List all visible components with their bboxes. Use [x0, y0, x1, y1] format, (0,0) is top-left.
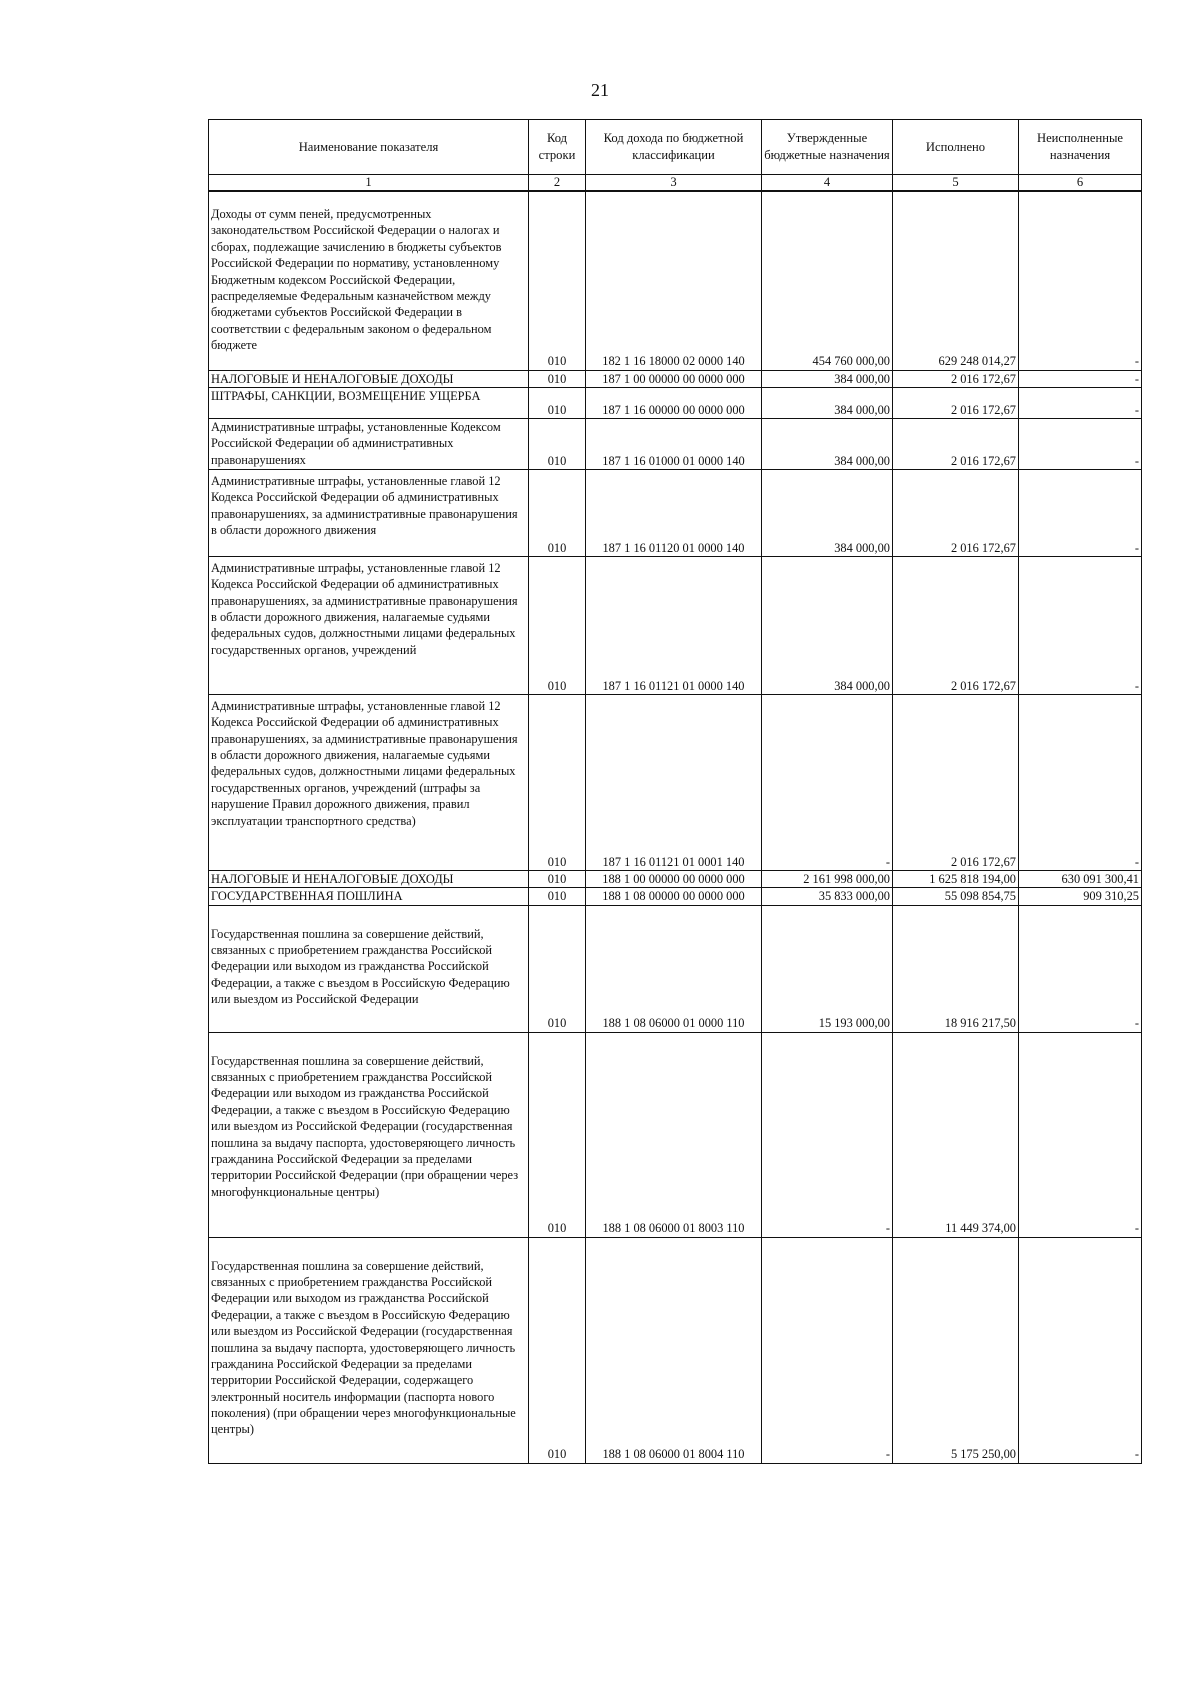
row-code: 010: [529, 694, 586, 870]
column-number: 5: [893, 175, 1019, 192]
table-row: [209, 418, 1142, 469]
table-row: [209, 387, 1142, 418]
budget-revenue-table: [208, 119, 1142, 1464]
row-name: Административные штрафы, установленные Кодексом Российской Федерации об административных правонарушениях: [209, 418, 529, 469]
row-code: 010: [529, 469, 586, 556]
row-unexecuted: -: [1019, 1032, 1142, 1237]
row-approved: 384 000,00: [762, 418, 893, 469]
page-number: 21: [591, 80, 609, 100]
row-executed: 2 016 172,67: [893, 387, 1019, 418]
row-executed: 2 016 172,67: [893, 418, 1019, 469]
row-approved: 384 000,00: [762, 370, 893, 387]
row-unexecuted: -: [1019, 469, 1142, 556]
row-code: 010: [529, 556, 586, 694]
row-name: Административные штрафы, установленные главой 12 Кодекса Российской Федерации об административных правонарушениях, за административные правонарушения в области дорожного движения: [209, 469, 529, 556]
row-approved: 384 000,00: [762, 387, 893, 418]
row-code: 010: [529, 870, 586, 887]
column-number: 6: [1019, 175, 1142, 192]
row-approved: -: [762, 1032, 893, 1237]
column-number: 3: [586, 175, 762, 192]
column-number: 2: [529, 175, 586, 192]
row-name: Государственная пошлина за совершение действий, связанных с приобретением гражданства Российской Федерации или выходом из гражданства Российской Федерации, а также с въездом в Российскую Федерацию или выездом из Российской Федерации (государственная пошлина за выдачу паспорта, удостоверяющего личность гражданина Российской Федерации за пределами территории Российской Федерации, содержащего электронный носитель информации (паспорта нового поколения) (при обращении через многофункциональные центры): [209, 1237, 529, 1463]
row-code: 010: [529, 418, 586, 469]
row-kbk: 187 1 16 00000 00 0000 000: [586, 387, 762, 418]
row-code: 010: [529, 387, 586, 418]
row-approved: -: [762, 694, 893, 870]
row-executed: 2 016 172,67: [893, 556, 1019, 694]
row-kbk: 187 1 16 01000 01 0000 140: [586, 418, 762, 469]
row-name: НАЛОГОВЫЕ И НЕНАЛОГОВЫЕ ДОХОДЫ: [209, 870, 529, 887]
row-kbk: 187 1 16 01120 01 0000 140: [586, 469, 762, 556]
row-code: 010: [529, 1237, 586, 1463]
row-kbk: 182 1 16 18000 02 0000 140: [586, 191, 762, 370]
row-name: Государственная пошлина за совершение действий, связанных с приобретением гражданства Российской Федерации или выходом из гражданства Российской Федерации, а также с въездом в Российскую Федерацию или выездом из Российской Федерации (государственная пошлина за выдачу паспорта, удостоверяющего личность гражданина Российской Федерации за пределами территории Российской Федерации (при обращении через многофункциональные центры): [209, 1032, 529, 1237]
header-line-code: Код строки: [529, 120, 586, 175]
row-unexecuted: -: [1019, 370, 1142, 387]
table-row: [209, 1237, 1142, 1463]
header-indicator-name: Наименование показателя: [209, 120, 529, 175]
row-executed: 11 449 374,00: [893, 1032, 1019, 1237]
row-approved: -: [762, 1237, 893, 1463]
row-code: 010: [529, 191, 586, 370]
row-executed: 2 016 172,67: [893, 370, 1019, 387]
row-approved: 454 760 000,00: [762, 191, 893, 370]
column-number: 1: [209, 175, 529, 192]
table-row: [209, 870, 1142, 887]
row-unexecuted: 909 310,25: [1019, 888, 1142, 905]
row-name: Административные штрафы, установленные главой 12 Кодекса Российской Федерации об административных правонарушениях, за административные правонарушения в области дорожного движения, налагаемые судьями федеральных судов, должностными лицами федеральных государственных органов, учреждений (штрафы за нарушение Правил дорожного движения, правил эксплуатации транспортного средства): [209, 694, 529, 870]
row-approved: 384 000,00: [762, 469, 893, 556]
table-row: [209, 556, 1142, 694]
row-name: Государственная пошлина за совершение действий, связанных с приобретением гражданства Российской Федерации или выходом из гражданства Российской Федерации, а также с въездом в Российскую Федерацию или выездом из Российской Федерации: [209, 905, 529, 1032]
row-unexecuted: -: [1019, 387, 1142, 418]
column-number: 4: [762, 175, 893, 192]
row-approved: 35 833 000,00: [762, 888, 893, 905]
row-name: НАЛОГОВЫЕ И НЕНАЛОГОВЫЕ ДОХОДЫ: [209, 370, 529, 387]
row-executed: 2 016 172,67: [893, 694, 1019, 870]
row-name: Административные штрафы, установленные главой 12 Кодекса Российской Федерации об административных правонарушениях, за административные правонарушения в области дорожного движения, налагаемые судьями федеральных судов, должностными лицами федеральных государственных органов, учреждений: [209, 556, 529, 694]
row-kbk: 188 1 08 06000 01 8004 110: [586, 1237, 762, 1463]
header-approved: Утвержденные бюджетные назначения: [762, 120, 893, 175]
row-code: 010: [529, 1032, 586, 1237]
table-row: [209, 905, 1142, 1032]
row-kbk: 187 1 16 01121 01 0001 140: [586, 694, 762, 870]
header-revenue-code: Код дохода по бюджетной классификации: [586, 120, 762, 175]
row-executed: 1 625 818 194,00: [893, 870, 1019, 887]
row-code: 010: [529, 370, 586, 387]
table-row: [209, 370, 1142, 387]
row-executed: 18 916 217,50: [893, 905, 1019, 1032]
row-executed: 55 098 854,75: [893, 888, 1019, 905]
row-unexecuted: -: [1019, 191, 1142, 370]
row-code: 010: [529, 905, 586, 1032]
row-name: ГОСУДАРСТВЕННАЯ ПОШЛИНА: [209, 888, 529, 905]
row-code: 010: [529, 888, 586, 905]
row-name: ШТРАФЫ, САНКЦИИ, ВОЗМЕЩЕНИЕ УЩЕРБА: [209, 387, 529, 418]
row-unexecuted: -: [1019, 1237, 1142, 1463]
row-approved: 15 193 000,00: [762, 905, 893, 1032]
row-kbk: 188 1 00 00000 00 0000 000: [586, 870, 762, 887]
row-unexecuted: 630 091 300,41: [1019, 870, 1142, 887]
header-row: [209, 120, 1142, 175]
row-unexecuted: -: [1019, 694, 1142, 870]
column-number-row: [209, 175, 1142, 192]
row-approved: 384 000,00: [762, 556, 893, 694]
row-executed: 629 248 014,27: [893, 191, 1019, 370]
row-unexecuted: -: [1019, 905, 1142, 1032]
table-row: [209, 1032, 1142, 1237]
row-name: Доходы от сумм пеней, предусмотренных законодательством Российской Федерации о налогах и сборах, подлежащие зачислению в бюджеты субъектов Российской Федерации по нормативу, установленному Бюджетным кодексом Российской Федерации, распределяемые Федеральным казначейством между бюджетами субъектов Российской Федерации в соответствии с федеральным законом о федеральном бюджете: [209, 191, 529, 370]
row-kbk: 188 1 08 06000 01 0000 110: [586, 905, 762, 1032]
row-unexecuted: -: [1019, 418, 1142, 469]
row-kbk: 188 1 08 00000 00 0000 000: [586, 888, 762, 905]
table-row: [209, 694, 1142, 870]
header-executed: Исполнено: [893, 120, 1019, 175]
row-kbk: 187 1 00 00000 00 0000 000: [586, 370, 762, 387]
row-executed: 2 016 172,67: [893, 469, 1019, 556]
row-approved: 2 161 998 000,00: [762, 870, 893, 887]
row-unexecuted: -: [1019, 556, 1142, 694]
row-kbk: 187 1 16 01121 01 0000 140: [586, 556, 762, 694]
header-unexecuted: Неисполненные назначения: [1019, 120, 1142, 175]
row-kbk: 188 1 08 06000 01 8003 110: [586, 1032, 762, 1237]
table-row: [209, 888, 1142, 905]
table-row: [209, 191, 1142, 370]
table-row: [209, 469, 1142, 556]
row-executed: 5 175 250,00: [893, 1237, 1019, 1463]
